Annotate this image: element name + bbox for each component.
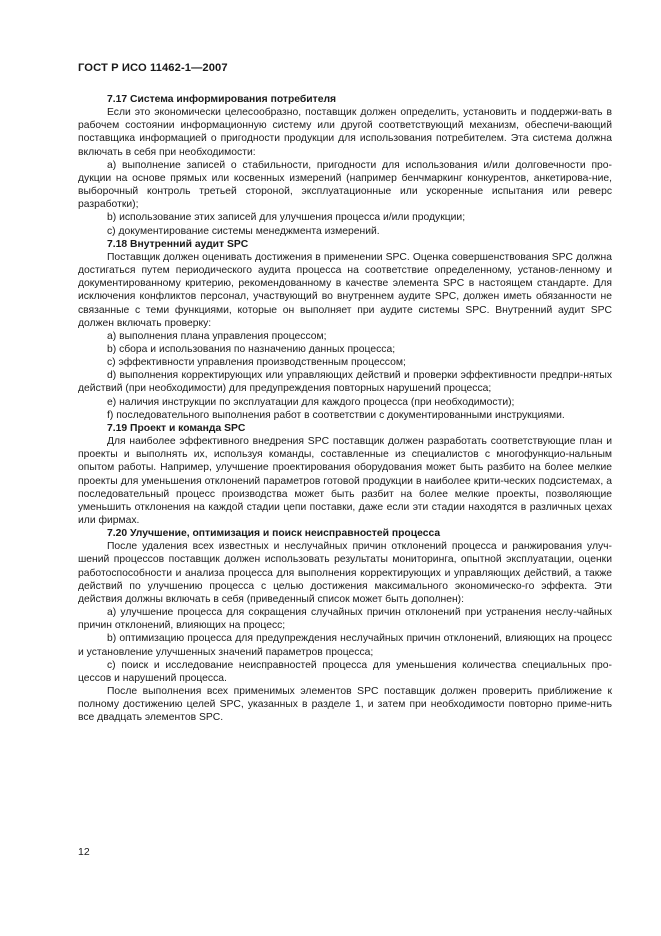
list-item-a: a) выполнение записей о стабильности, пригодности для использования и/или долговечности про-дукции на основе прямых или косвенных измерений (например бенчмаркинг конкурентов, анкетирова-ние, выборочный контроль третьей стороной, эксплуатационные или ускоренные испытания или реверс разработки); [78, 159, 612, 211]
list-item-c: c) документирование системы менеджмента измерений. [107, 225, 380, 237]
list-item-c: c) поиск и исследование неисправностей процесса для уменьшения количества специальных про-цессов и нарушений процесса. [78, 659, 612, 684]
list-item-c: c) эффективности управления производственным процессом; [107, 357, 406, 369]
section-heading-7-17: 7.17 Система информирования потребителя [107, 94, 337, 105]
list-item-a: a) улучшение процесса для сокращения случайных причин отклонений при устранения неслу-чайных причин отклонений, влияющих на процесс; [78, 607, 612, 632]
document-header: ГОСТ Р ИСО 11462-1—2007 [78, 62, 228, 74]
paragraph: После выполнения всех применимых элементов SPC поставщик должен проверить приближение к полному достижению целей SPC, указанных в разделе 1, и затем при необходимости повторно приме-нить все двадцать элементов SPC. [78, 686, 612, 724]
paragraph: Если это экономически целесообразно, поставщик должен определить, установить и поддержи-вать в рабочем состоянии информационную систему или другой соответствующий механизм, обеспечи-вающий поставщика информацией о пригодности продукции для использования потребителем. Эта система должна включать в себя при необходимости: [78, 107, 612, 158]
list-item-f: f) последовательного выполнения работ в соответствии с документированными инструкциями. [107, 409, 565, 421]
paragraph: Поставщик должен оценивать достижения в применении SPC. Оценка совершенствования SPC должна достигаться путем периодического аудита процесса на соответствие определенному, установ-ленному и документированному критерию, рекомендованному в качестве элемента SPC в настоящем стандарте. Для исключения конфликтов персонал, участвующий во внутреннем аудите SPC, должен иметь обязанности не связанные с теми функциями, которые он выполняет при аудите системы SPC. Внутренний аудит SPC должен включать проверку: [78, 251, 612, 329]
section-heading-7-18: 7.18 Внутренний аудит SPC [107, 238, 249, 250]
list-item-b: b) сбора и использования по назначению данных процесса; [107, 343, 396, 355]
list-item-e: e) наличия инструкции по эксплуатации для каждого процесса (при необходимости); [107, 396, 515, 408]
section-heading-7-20: 7.20 Улучшение, оптимизация и поиск неисправностей процесса [107, 528, 441, 540]
document-body [78, 93, 612, 725]
paragraph: После удаления всех известных и неслучайных причин отклонений процесса и ранжирования улуч-шений процессов поставщик должен использовать результаты мониторинга, опытной эксплуатации, оценки работоспособности и анализа процесса для выполнения корректирующих и управляющих действий, а также действий по улучшению процесса с целью достижения максимального экономическо-го эффекта. Эти действия должны включать в себя (приведенный список может быть дополнен): [78, 541, 612, 605]
section-heading-7-19: 7.19 Проект и команда SPC [107, 422, 246, 434]
list-item-a: a) выполнения плана управления процессом; [107, 330, 327, 342]
page-number: 12 [78, 846, 90, 858]
paragraph: Для наиболее эффективного внедрения SPC поставщик должен разработать соответствующие план и проекты и выполнять их, используя команды, составленные из специалистов с многофункцио-нальным опытом работы. Например, улучшение проектирования оборудования может быть разбито на более мелкие проекты для уменьшения отклонений параметров готовой продукции в наиболее крити-ческих подсистемах, а последовательный процесс производства может быть разбит на более мелкие проекты, позволяющие уменьшить отклонения на каждой стадии цепи поставки, даже если эти стадии находятся в различных цехах или фирмах. [78, 436, 612, 526]
list-item-b: b) оптимизацию процесса для предупреждения неслучайных причин отклонений, влияющих на процесс и установление улучшенных значений параметров процесса; [78, 633, 612, 658]
list-item-b: b) использование этих записей для улучшения процесса и/или продукции; [107, 212, 466, 224]
list-item-d: d) выполнения корректирующих или управляющих действий и проверки эффективности предпри-нятых действий (при необходимости) для предупреждения повторных нарушений процесса; [78, 370, 612, 395]
